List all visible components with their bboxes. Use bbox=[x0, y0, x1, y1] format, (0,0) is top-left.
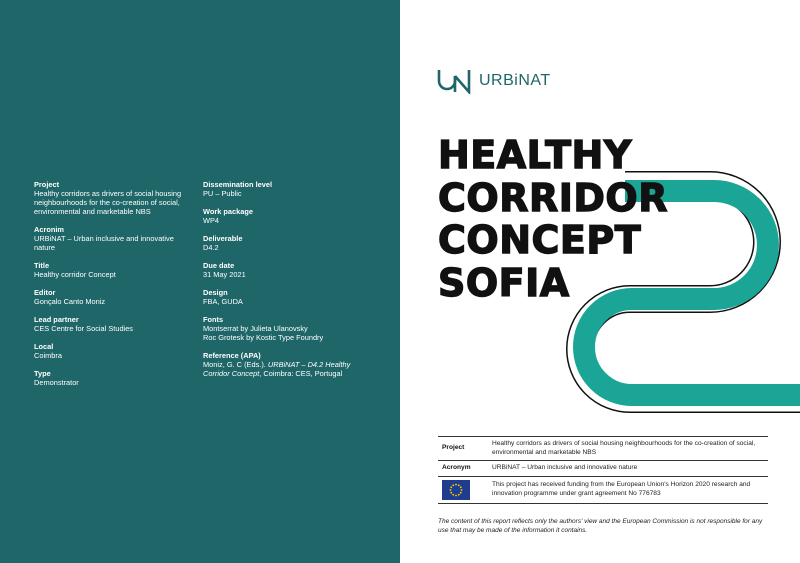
info-item-deliverable bbox=[203, 234, 383, 252]
info-label: Deliverable bbox=[203, 234, 243, 243]
disclaimer-text: The content of this report reflects only the authors' view and the European Commission is not responsible for any use that may be made of the information it contains. bbox=[438, 518, 763, 534]
info-value: Montserrat by Julieta Ulanovsky bbox=[203, 324, 308, 333]
info-value: 31 May 2021 bbox=[203, 270, 246, 279]
info-item-title bbox=[34, 261, 194, 279]
info-value: Healthy corridors as drivers of social housing neighbourhoods for the co-creation of social, environmental and marketable NBS bbox=[34, 189, 182, 216]
info-item-local bbox=[34, 342, 194, 360]
table-key: Acronym bbox=[438, 461, 488, 477]
info-label: Dissemination level bbox=[203, 180, 273, 189]
info-column-1 bbox=[34, 180, 194, 396]
table-row bbox=[438, 437, 768, 461]
info-item-type bbox=[34, 369, 194, 387]
urbinat-mark-icon bbox=[437, 68, 473, 94]
info-item-due-date bbox=[203, 261, 383, 279]
reference-title-part: Corridor Concept bbox=[203, 369, 260, 378]
reference-publisher: , Coimbra: CES, Portugal bbox=[259, 369, 343, 378]
info-value: Roc Grotesk by Kostic Type Foundry bbox=[203, 333, 324, 342]
info-label: Editor bbox=[34, 288, 56, 297]
reference-line-1 bbox=[203, 360, 383, 369]
info-label: Design bbox=[203, 288, 228, 297]
info-column-2 bbox=[203, 180, 383, 387]
info-item-lead-partner bbox=[34, 315, 194, 333]
urbinat-logo bbox=[437, 68, 551, 94]
info-value: CES Centre for Social Studies bbox=[34, 324, 133, 333]
info-label: Work package bbox=[203, 207, 253, 216]
info-value: FBA, GUDA bbox=[203, 297, 243, 306]
title-line: CONCEPT bbox=[438, 218, 642, 262]
info-label: Acronim bbox=[34, 225, 64, 234]
table-value: Healthy corridors as drivers of social housing neighbourhoods for the co-creation of social, environmental and marketable NBS bbox=[488, 437, 768, 461]
info-label: Due date bbox=[203, 261, 235, 270]
info-item-project bbox=[34, 180, 194, 216]
table-value: This project has received funding from the European Union's Horizon 2020 research and innovation programme under grant agreement No 776783 bbox=[488, 476, 768, 503]
info-label: Local bbox=[34, 342, 54, 351]
logo-text: URBiNAT bbox=[479, 72, 551, 89]
title-line: SOFIA bbox=[438, 260, 570, 305]
info-label: Project bbox=[34, 180, 60, 189]
reference-authors: Moniz, G. C (Eds.). bbox=[203, 360, 268, 369]
info-item-editor bbox=[34, 288, 194, 306]
info-value: Coimbra bbox=[34, 351, 62, 360]
title-line: HEALTHY bbox=[438, 133, 632, 177]
info-item-acronim bbox=[34, 225, 194, 252]
info-value: Healthy corridor Concept bbox=[34, 270, 116, 279]
table-key: Project bbox=[438, 437, 488, 461]
info-label: Title bbox=[34, 261, 50, 270]
reference-line-2 bbox=[203, 369, 383, 378]
table-row bbox=[438, 461, 768, 477]
cover-panel bbox=[400, 0, 800, 563]
table-row bbox=[438, 476, 768, 503]
info-label: Type bbox=[34, 369, 51, 378]
info-value: Demonstrator bbox=[34, 378, 79, 387]
eu-flag-icon bbox=[442, 480, 470, 500]
info-value: PU – Public bbox=[203, 189, 242, 198]
info-value: Gonçalo Canto Moniz bbox=[34, 297, 106, 306]
project-info-table bbox=[438, 436, 768, 504]
info-value: WP4 bbox=[203, 216, 220, 225]
info-item-dissemination bbox=[203, 180, 383, 198]
info-label: Lead partner bbox=[34, 315, 79, 324]
title-line: CORRIDOR bbox=[438, 175, 668, 220]
info-label: Reference (APA) bbox=[203, 351, 261, 360]
info-item-work-package bbox=[203, 207, 383, 225]
info-item-fonts bbox=[203, 315, 383, 342]
info-value: URBiNAT – Urban inclusive and innovative nature bbox=[34, 234, 174, 252]
reference-title-part: URBiNAT – D4.2 Healthy bbox=[267, 360, 351, 369]
table-key-flag bbox=[438, 476, 488, 503]
info-label: Fonts bbox=[203, 315, 224, 324]
info-item-design bbox=[203, 288, 383, 306]
report-title bbox=[438, 134, 668, 304]
info-item-reference bbox=[203, 351, 383, 378]
table-value: URBiNAT – Urban inclusive and innovative nature bbox=[488, 461, 768, 477]
info-value: D4.2 bbox=[203, 243, 219, 252]
